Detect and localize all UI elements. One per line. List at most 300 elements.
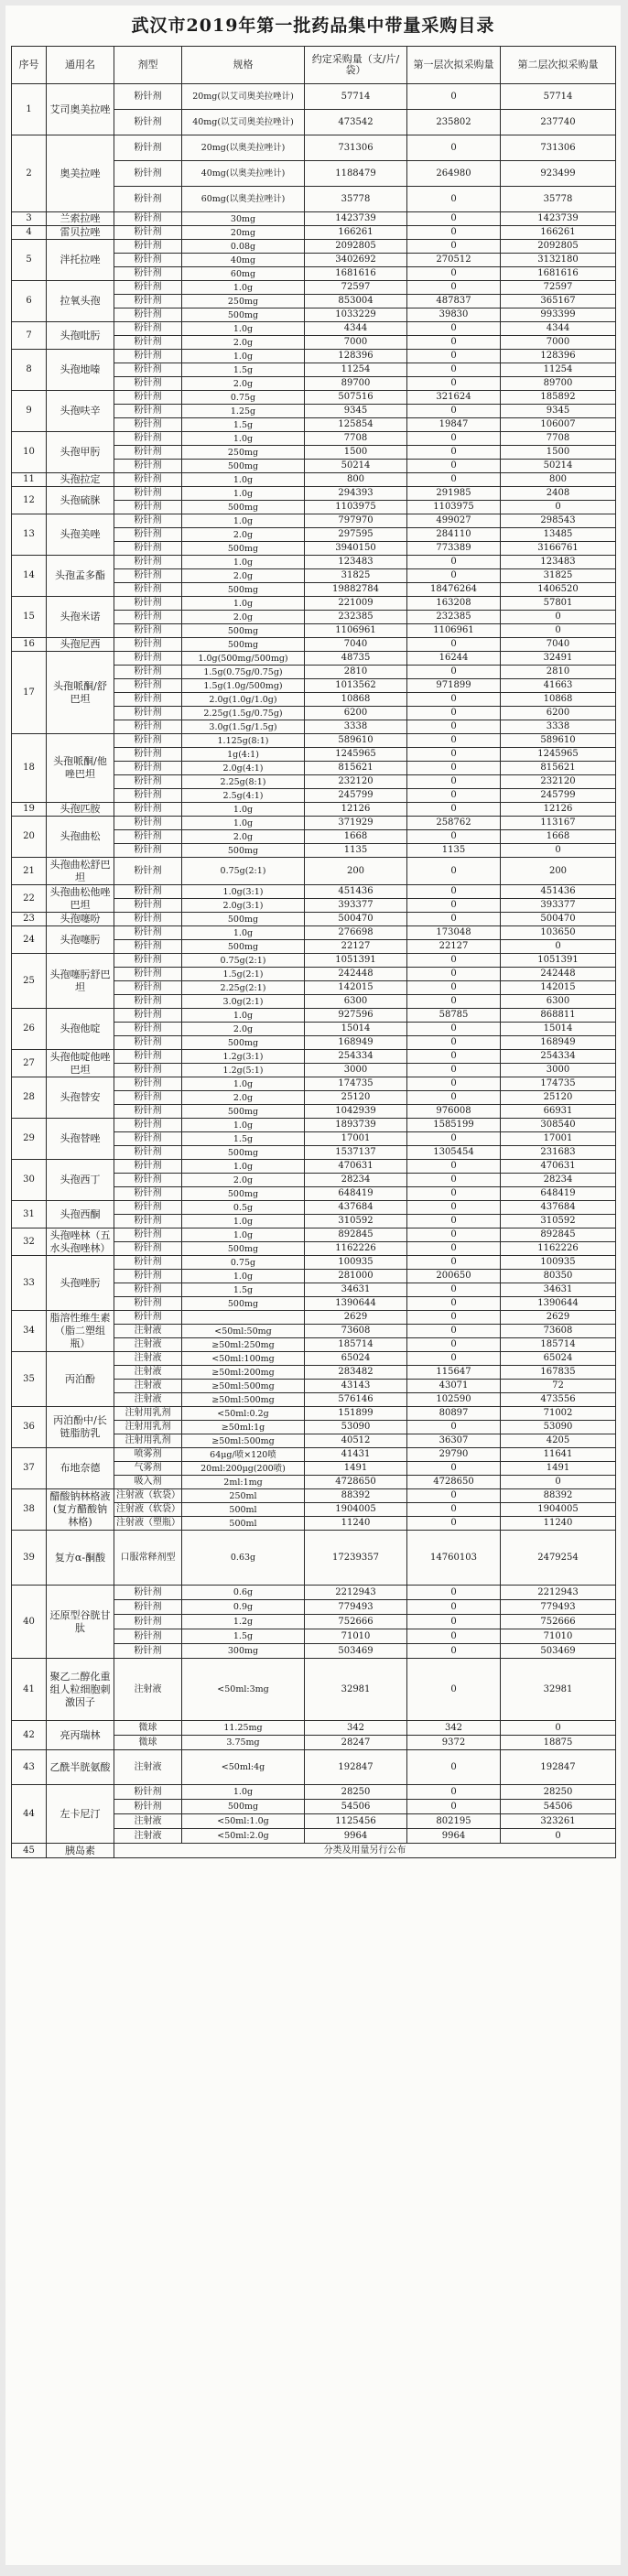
specification: 1.5g bbox=[182, 1629, 305, 1644]
agreed-quantity: 41431 bbox=[305, 1448, 407, 1462]
tier2-quantity: 11641 bbox=[501, 1448, 616, 1462]
tier2-quantity: 4205 bbox=[501, 1434, 616, 1448]
header-row bbox=[12, 47, 616, 84]
agreed-quantity: 1162226 bbox=[305, 1242, 407, 1256]
specification: 2ml:1mg bbox=[182, 1476, 305, 1489]
dosage-form: 微球 bbox=[114, 1736, 182, 1750]
tier1-quantity: 0 bbox=[407, 569, 501, 583]
agreed-quantity: 1135 bbox=[305, 844, 407, 858]
tier2-quantity: 308540 bbox=[501, 1119, 616, 1132]
drug-name: 聚乙二醇化重组人粒细胞刺激因子 bbox=[47, 1659, 114, 1721]
tier1-quantity: 80897 bbox=[407, 1407, 501, 1421]
tier2-quantity: 28234 bbox=[501, 1174, 616, 1187]
agreed-quantity: 393377 bbox=[305, 899, 407, 913]
row-number: 14 bbox=[12, 556, 47, 597]
tier1-quantity: 0 bbox=[407, 1503, 501, 1517]
specification: 500mg bbox=[182, 308, 305, 322]
agreed-quantity: 281000 bbox=[305, 1270, 407, 1283]
tier1-quantity: 1305454 bbox=[407, 1146, 501, 1160]
dosage-form: 粉针剂 bbox=[114, 858, 182, 885]
dosage-form: 粉针剂 bbox=[114, 1174, 182, 1187]
tier2-quantity: 1500 bbox=[501, 446, 616, 460]
tier1-quantity: 0 bbox=[407, 1615, 501, 1629]
dosage-form: 粉针剂 bbox=[114, 803, 182, 817]
dosage-form: 注射液 bbox=[114, 1829, 182, 1844]
row-number: 36 bbox=[12, 1407, 47, 1448]
row-number: 4 bbox=[12, 226, 47, 240]
tier2-quantity: 7000 bbox=[501, 336, 616, 350]
tier2-quantity: 2629 bbox=[501, 1311, 616, 1325]
specification: 11.25mg bbox=[182, 1721, 305, 1736]
tier2-quantity: 11254 bbox=[501, 363, 616, 377]
tier2-quantity: 106007 bbox=[501, 418, 616, 432]
tier1-quantity: 173048 bbox=[407, 926, 501, 940]
tier1-quantity: 0 bbox=[407, 1629, 501, 1644]
table-row bbox=[12, 1077, 616, 1091]
dosage-form: 粉针剂 bbox=[114, 350, 182, 363]
row-number: 22 bbox=[12, 885, 47, 913]
tier2-quantity: 185892 bbox=[501, 391, 616, 405]
row-number: 31 bbox=[12, 1201, 47, 1228]
row-number: 2 bbox=[12, 135, 47, 212]
tier1-quantity: 0 bbox=[407, 1160, 501, 1174]
dosage-form: 粉针剂 bbox=[114, 1064, 182, 1077]
agreed-quantity: 35778 bbox=[305, 187, 407, 212]
tier1-quantity: 102590 bbox=[407, 1393, 501, 1407]
tier2-quantity: 365167 bbox=[501, 295, 616, 308]
tier2-quantity: 12126 bbox=[501, 803, 616, 817]
row-number: 39 bbox=[12, 1531, 47, 1586]
tier1-quantity: 0 bbox=[407, 240, 501, 254]
specification: 2.0g bbox=[182, 336, 305, 350]
agreed-quantity: 31825 bbox=[305, 569, 407, 583]
row-number: 8 bbox=[12, 350, 47, 391]
dosage-form: 粉针剂 bbox=[114, 844, 182, 858]
tier1-quantity: 802195 bbox=[407, 1814, 501, 1829]
specification: 1.0g bbox=[182, 514, 305, 528]
dosage-form: 粉针剂 bbox=[114, 611, 182, 624]
row-number: 1 bbox=[12, 84, 47, 135]
specification: 1.0g bbox=[182, 350, 305, 363]
table-row bbox=[12, 1228, 616, 1242]
tier1-quantity: 0 bbox=[407, 1215, 501, 1228]
specification: 1.5g(2:1) bbox=[182, 968, 305, 981]
table-row bbox=[12, 1050, 616, 1064]
tier2-quantity: 648419 bbox=[501, 1187, 616, 1201]
agreed-quantity: 437684 bbox=[305, 1201, 407, 1215]
agreed-quantity: 503469 bbox=[305, 1644, 407, 1659]
specification: 500mg bbox=[182, 542, 305, 556]
tier1-quantity: 0 bbox=[407, 1750, 501, 1785]
specification: 500mg bbox=[182, 583, 305, 597]
tier2-quantity: 0 bbox=[501, 501, 616, 514]
tier1-quantity: 0 bbox=[407, 885, 501, 899]
tier1-quantity: 200650 bbox=[407, 1270, 501, 1283]
drug-name: 头孢替安 bbox=[47, 1077, 114, 1119]
agreed-quantity: 1051391 bbox=[305, 954, 407, 968]
tier2-quantity: 32981 bbox=[501, 1659, 616, 1721]
agreed-quantity: 6300 bbox=[305, 995, 407, 1009]
agreed-quantity: 48735 bbox=[305, 652, 407, 666]
specification: 0.9g bbox=[182, 1600, 305, 1615]
document-page bbox=[5, 5, 621, 2565]
header-cell: 第二层次拟采购量 bbox=[501, 47, 616, 84]
table-row bbox=[12, 926, 616, 940]
specification: 1.0g(500mg/500mg) bbox=[182, 652, 305, 666]
tier1-quantity: 321624 bbox=[407, 391, 501, 405]
specification: 1.0g bbox=[182, 597, 305, 611]
tier2-quantity: 3132180 bbox=[501, 254, 616, 267]
table-row bbox=[12, 240, 616, 254]
drug-name: 头孢替唑 bbox=[47, 1119, 114, 1160]
dosage-form: 粉针剂 bbox=[114, 1187, 182, 1201]
table-row bbox=[12, 84, 616, 110]
tier1-quantity: 235802 bbox=[407, 110, 501, 135]
agreed-quantity: 576146 bbox=[305, 1393, 407, 1407]
tier1-quantity: 0 bbox=[407, 1023, 501, 1036]
tier2-quantity: 2092805 bbox=[501, 240, 616, 254]
agreed-quantity: 72597 bbox=[305, 281, 407, 295]
tier1-quantity: 0 bbox=[407, 1338, 501, 1352]
agreed-quantity: 54506 bbox=[305, 1800, 407, 1814]
tier1-quantity: 270512 bbox=[407, 254, 501, 267]
specification: 40mg bbox=[182, 254, 305, 267]
table-row bbox=[12, 803, 616, 817]
dosage-form: 粉针剂 bbox=[114, 1800, 182, 1814]
agreed-quantity: 1893739 bbox=[305, 1119, 407, 1132]
dosage-form: 注射液 bbox=[114, 1352, 182, 1366]
tier2-quantity: 923499 bbox=[501, 161, 616, 187]
agreed-quantity: 10868 bbox=[305, 693, 407, 707]
drug-name: 头孢拉定 bbox=[47, 473, 114, 487]
agreed-quantity: 3000 bbox=[305, 1064, 407, 1077]
tier1-quantity: 19847 bbox=[407, 418, 501, 432]
tier2-quantity: 451436 bbox=[501, 885, 616, 899]
drug-name: 左卡尼汀 bbox=[47, 1785, 114, 1844]
specification: 1.5g bbox=[182, 418, 305, 432]
agreed-quantity: 15014 bbox=[305, 1023, 407, 1036]
dosage-form: 粉针剂 bbox=[114, 775, 182, 789]
dosage-form: 粉针剂 bbox=[114, 460, 182, 473]
header-cell: 通用名 bbox=[47, 47, 114, 84]
row-number: 42 bbox=[12, 1721, 47, 1750]
dosage-form: 粉针剂 bbox=[114, 135, 182, 161]
specification: 1.5g bbox=[182, 363, 305, 377]
agreed-quantity: 294393 bbox=[305, 487, 407, 501]
drug-name: 头孢吡肟 bbox=[47, 322, 114, 350]
table-row bbox=[12, 1407, 616, 1421]
tier1-quantity: 0 bbox=[407, 1132, 501, 1146]
tier2-quantity: 815621 bbox=[501, 762, 616, 775]
dosage-form: 粉针剂 bbox=[114, 1146, 182, 1160]
tier1-quantity: 487837 bbox=[407, 295, 501, 308]
dosage-form: 注射液（软袋） bbox=[114, 1503, 182, 1517]
row-number: 30 bbox=[12, 1160, 47, 1201]
dosage-form: 粉针剂 bbox=[114, 1283, 182, 1297]
tier2-quantity: 470631 bbox=[501, 1160, 616, 1174]
dosage-form: 粉针剂 bbox=[114, 569, 182, 583]
specification: 1.2g bbox=[182, 1615, 305, 1629]
row-number: 18 bbox=[12, 734, 47, 803]
drug-name: 奥美拉唑 bbox=[47, 135, 114, 212]
specification: 500mg bbox=[182, 1187, 305, 1201]
specification: <50ml:4g bbox=[182, 1750, 305, 1785]
table-row bbox=[12, 858, 616, 885]
dosage-form: 粉针剂 bbox=[114, 308, 182, 322]
dosage-form: 注射液（软袋） bbox=[114, 1489, 182, 1503]
tier1-quantity: 0 bbox=[407, 968, 501, 981]
tier2-quantity: 232120 bbox=[501, 775, 616, 789]
specification: ≥50ml:500mg bbox=[182, 1393, 305, 1407]
dosage-form: 注射用乳剂 bbox=[114, 1407, 182, 1421]
specification: 2.0g bbox=[182, 1023, 305, 1036]
row-number: 28 bbox=[12, 1077, 47, 1119]
specification: 1.0g(3:1) bbox=[182, 885, 305, 899]
table-row bbox=[12, 473, 616, 487]
table-row bbox=[12, 1009, 616, 1023]
agreed-quantity: 1537137 bbox=[305, 1146, 407, 1160]
specification: 1.0g bbox=[182, 1215, 305, 1228]
drug-name: 还原型谷胱甘肽 bbox=[47, 1586, 114, 1659]
tier1-quantity: 9372 bbox=[407, 1736, 501, 1750]
tier1-quantity: 0 bbox=[407, 226, 501, 240]
specification: 1.2g(3:1) bbox=[182, 1050, 305, 1064]
tier1-quantity: 39830 bbox=[407, 308, 501, 322]
tier1-quantity: 0 bbox=[407, 135, 501, 161]
tier1-quantity: 0 bbox=[407, 1659, 501, 1721]
dosage-form: 吸入剂 bbox=[114, 1476, 182, 1489]
agreed-quantity: 371929 bbox=[305, 817, 407, 830]
specification: 64μg/喷×120喷 bbox=[182, 1448, 305, 1462]
drug-name: 头孢尼西 bbox=[47, 638, 114, 652]
row-number: 17 bbox=[12, 652, 47, 734]
tier1-quantity: 0 bbox=[407, 1311, 501, 1325]
dosage-form: 粉针剂 bbox=[114, 418, 182, 432]
dosage-form: 粉针剂 bbox=[114, 1586, 182, 1600]
agreed-quantity: 1668 bbox=[305, 830, 407, 844]
tier1-quantity: 0 bbox=[407, 954, 501, 968]
specification: 1.0g bbox=[182, 556, 305, 569]
agreed-quantity: 2212943 bbox=[305, 1586, 407, 1600]
tier1-quantity: 0 bbox=[407, 913, 501, 926]
tier2-quantity: 1668 bbox=[501, 830, 616, 844]
agreed-quantity: 1033229 bbox=[305, 308, 407, 322]
tier2-quantity: 192847 bbox=[501, 1750, 616, 1785]
specification: 500mg bbox=[182, 624, 305, 638]
tier2-quantity: 3000 bbox=[501, 1064, 616, 1077]
dosage-form: 粉针剂 bbox=[114, 1270, 182, 1283]
row-number: 12 bbox=[12, 487, 47, 514]
specification: 0.75g(2:1) bbox=[182, 858, 305, 885]
specification: 1.5g bbox=[182, 1132, 305, 1146]
dosage-form: 粉针剂 bbox=[114, 707, 182, 720]
specification: 3.0g(1.5g/1.5g) bbox=[182, 720, 305, 734]
agreed-quantity: 4344 bbox=[305, 322, 407, 336]
dosage-form: 粉针剂 bbox=[114, 748, 182, 762]
agreed-quantity: 2629 bbox=[305, 1311, 407, 1325]
tier2-quantity: 54506 bbox=[501, 1800, 616, 1814]
tier2-quantity: 0 bbox=[501, 611, 616, 624]
agreed-quantity: 276698 bbox=[305, 926, 407, 940]
document-title: 武汉市2019年第一批药品集中带量采购目录 bbox=[131, 16, 495, 36]
specification: 2.0g(3:1) bbox=[182, 899, 305, 913]
specification: 3.0g(2:1) bbox=[182, 995, 305, 1009]
agreed-quantity: 100935 bbox=[305, 1256, 407, 1270]
dosage-form: 粉针剂 bbox=[114, 913, 182, 926]
agreed-quantity: 1681616 bbox=[305, 267, 407, 281]
table-row bbox=[12, 652, 616, 666]
table-row bbox=[12, 1448, 616, 1462]
tier2-quantity: 34631 bbox=[501, 1283, 616, 1297]
agreed-quantity: 1390644 bbox=[305, 1297, 407, 1311]
dosage-form: 粉针剂 bbox=[114, 487, 182, 501]
agreed-quantity: 12126 bbox=[305, 803, 407, 817]
agreed-quantity: 232120 bbox=[305, 775, 407, 789]
header-cell: 序号 bbox=[12, 47, 47, 84]
tier1-quantity: 4728650 bbox=[407, 1476, 501, 1489]
tier2-quantity: 72597 bbox=[501, 281, 616, 295]
tier2-quantity: 500470 bbox=[501, 913, 616, 926]
agreed-quantity: 125854 bbox=[305, 418, 407, 432]
specification: 500mg bbox=[182, 460, 305, 473]
tier2-quantity: 0 bbox=[501, 844, 616, 858]
agreed-quantity: 7708 bbox=[305, 432, 407, 446]
specification: ≥50ml:500mg bbox=[182, 1380, 305, 1393]
tier2-quantity: 185714 bbox=[501, 1338, 616, 1352]
agreed-quantity: 927596 bbox=[305, 1009, 407, 1023]
table-row bbox=[12, 1352, 616, 1366]
dosage-form: 粉针剂 bbox=[114, 968, 182, 981]
tier2-quantity: 15014 bbox=[501, 1023, 616, 1036]
table-row bbox=[12, 226, 616, 240]
agreed-quantity: 73608 bbox=[305, 1325, 407, 1338]
dosage-form: 粉针剂 bbox=[114, 542, 182, 556]
dosage-form: 注射液 bbox=[114, 1380, 182, 1393]
tier2-quantity: 103650 bbox=[501, 926, 616, 940]
tier1-quantity: 163208 bbox=[407, 597, 501, 611]
agreed-quantity: 43143 bbox=[305, 1380, 407, 1393]
tier1-quantity: 0 bbox=[407, 1489, 501, 1503]
dosage-form: 粉针剂 bbox=[114, 1242, 182, 1256]
agreed-quantity: 50214 bbox=[305, 460, 407, 473]
specification: 20ml:200μg(200喷) bbox=[182, 1462, 305, 1476]
agreed-quantity: 648419 bbox=[305, 1187, 407, 1201]
specification: 250mg bbox=[182, 446, 305, 460]
tier1-quantity: 0 bbox=[407, 720, 501, 734]
dosage-form: 粉针剂 bbox=[114, 84, 182, 110]
specification: 2.0g bbox=[182, 569, 305, 583]
tier2-quantity: 73608 bbox=[501, 1325, 616, 1338]
specification: ≥50ml:500mg bbox=[182, 1434, 305, 1448]
dosage-form: 注射液 bbox=[114, 1366, 182, 1380]
specification: 500mg bbox=[182, 501, 305, 514]
tier1-quantity: 0 bbox=[407, 267, 501, 281]
drug-name: 头孢匹胺 bbox=[47, 803, 114, 817]
specification: 500mg bbox=[182, 940, 305, 954]
dosage-form: 粉针剂 bbox=[114, 473, 182, 487]
tier1-quantity: 1135 bbox=[407, 844, 501, 858]
agreed-quantity: 168949 bbox=[305, 1036, 407, 1050]
tier2-quantity: 0 bbox=[501, 940, 616, 954]
dosage-form: 粉针剂 bbox=[114, 446, 182, 460]
dosage-form: 粉针剂 bbox=[114, 363, 182, 377]
specification: 60mg(以奥美拉唑计) bbox=[182, 187, 305, 212]
dosage-form: 粉针剂 bbox=[114, 762, 182, 775]
header-cell: 剂型 bbox=[114, 47, 182, 84]
dosage-form: 粉针剂 bbox=[114, 1256, 182, 1270]
agreed-quantity: 7040 bbox=[305, 638, 407, 652]
specification: 500mg bbox=[182, 638, 305, 652]
tier2-quantity: 57801 bbox=[501, 597, 616, 611]
agreed-quantity: 28250 bbox=[305, 1785, 407, 1800]
drug-name: 头孢噻肟舒巴坦 bbox=[47, 954, 114, 1009]
tier2-quantity: 731306 bbox=[501, 135, 616, 161]
dosage-form: 粉针剂 bbox=[114, 110, 182, 135]
specification: 1.0g bbox=[182, 817, 305, 830]
tier2-quantity: 752666 bbox=[501, 1615, 616, 1629]
tier2-quantity: 25120 bbox=[501, 1091, 616, 1105]
dosage-form: 粉针剂 bbox=[114, 1077, 182, 1091]
dosage-form: 粉针剂 bbox=[114, 556, 182, 569]
agreed-quantity: 2810 bbox=[305, 666, 407, 679]
drug-name: 头孢他啶他唑巴坦 bbox=[47, 1050, 114, 1077]
dosage-form: 粉针剂 bbox=[114, 940, 182, 954]
tier2-quantity: 1051391 bbox=[501, 954, 616, 968]
tier2-quantity: 1390644 bbox=[501, 1297, 616, 1311]
tier1-quantity: 0 bbox=[407, 1091, 501, 1105]
tier1-quantity: 0 bbox=[407, 1586, 501, 1600]
specification: <50ml:1.0g bbox=[182, 1814, 305, 1829]
drug-name: 泮托拉唑 bbox=[47, 240, 114, 281]
table-row bbox=[12, 1160, 616, 1174]
agreed-quantity: 166261 bbox=[305, 226, 407, 240]
tier2-quantity: 0 bbox=[501, 1721, 616, 1736]
agreed-quantity: 342 bbox=[305, 1721, 407, 1736]
table-row bbox=[12, 954, 616, 968]
dosage-form: 注射液 bbox=[114, 1659, 182, 1721]
row-note: 分类及用量另行公布 bbox=[114, 1844, 616, 1858]
tier1-quantity: 0 bbox=[407, 803, 501, 817]
tier1-quantity: 0 bbox=[407, 707, 501, 720]
dosage-form: 粉针剂 bbox=[114, 1009, 182, 1023]
dosage-form: 注射液 bbox=[114, 1750, 182, 1785]
drug-name: 头孢曲松舒巴坦 bbox=[47, 858, 114, 885]
agreed-quantity: 174735 bbox=[305, 1077, 407, 1091]
drug-name: 头孢曲松他唑巴坦 bbox=[47, 885, 114, 913]
agreed-quantity: 589610 bbox=[305, 734, 407, 748]
row-number: 25 bbox=[12, 954, 47, 1009]
tier1-quantity: 0 bbox=[407, 899, 501, 913]
agreed-quantity: 151899 bbox=[305, 1407, 407, 1421]
table-row bbox=[12, 1311, 616, 1325]
specification: 1.0g bbox=[182, 432, 305, 446]
tier2-quantity: 3166761 bbox=[501, 542, 616, 556]
specification: 250mg bbox=[182, 295, 305, 308]
agreed-quantity: 473542 bbox=[305, 110, 407, 135]
agreed-quantity: 11254 bbox=[305, 363, 407, 377]
agreed-quantity: 7000 bbox=[305, 336, 407, 350]
tier1-quantity: 0 bbox=[407, 556, 501, 569]
dosage-form: 粉针剂 bbox=[114, 1105, 182, 1119]
dosage-form: 粉针剂 bbox=[114, 514, 182, 528]
tier1-quantity: 0 bbox=[407, 748, 501, 762]
tier1-quantity: 0 bbox=[407, 1462, 501, 1476]
dosage-form: 粉针剂 bbox=[114, 295, 182, 308]
specification: 500mg bbox=[182, 1105, 305, 1119]
row-number: 27 bbox=[12, 1050, 47, 1077]
tier2-quantity: 168949 bbox=[501, 1036, 616, 1050]
tier2-quantity: 393377 bbox=[501, 899, 616, 913]
